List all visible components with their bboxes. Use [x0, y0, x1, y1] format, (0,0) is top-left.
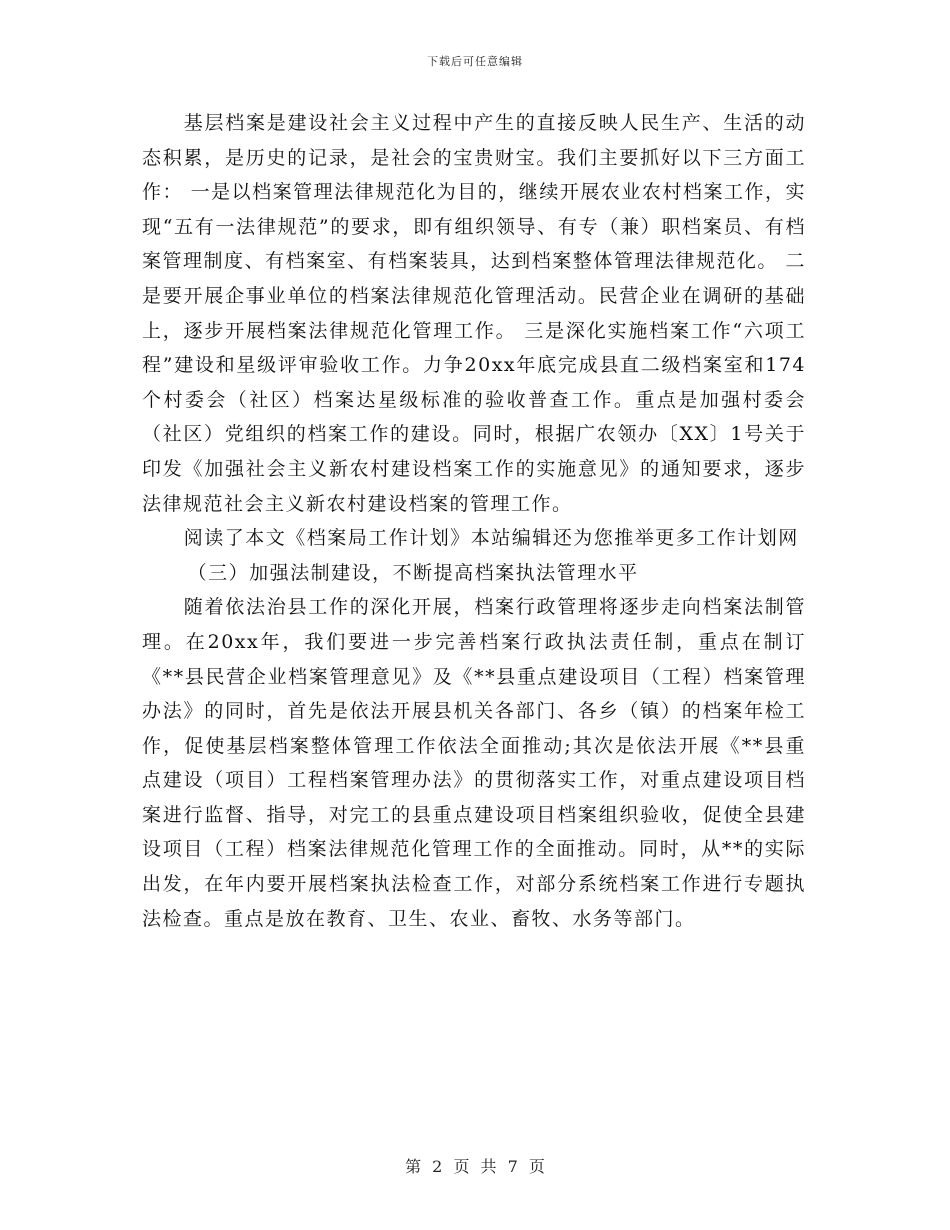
section-heading-legal-construction: （三）加强法制建设，不断提高档案执法管理水平 [187, 561, 639, 584]
page-header-note: 下载后可任意编辑 [427, 55, 523, 68]
page-number: 第 2 页 共 7 页 [405, 1157, 545, 1176]
paragraph-recommendation: 阅读了本文《档案局工作计划》本站编辑还为您推举更多工作计划网 [183, 527, 799, 550]
paragraph-legal-management: 随着依法治县工作的深化开展，档案行政管理将逐步走向档案法制管理。在20xx年，我们要进一步完善档案行政执法责任制，重点在制订《**县民营企业档案管理意见》及《**县重点建设项目（工程）档案管理办法》的同时，首先是依法开展县机关各部门、各乡（镇）的档案年检工作，促使基层档案整体管理工作依法全面推动;其次是依法开展《**县重点建设（项目）工程档案管理办法》的贯彻落实工作，对重点建设项目档案进行监督、指导，对完工的县重点建设项目档案组织验收，促使全县建设项目（工程）档案法律规范化管理工作的全面推动。同时，从**的实际出发，在年内要开展档案执法检查工作，对部分系统档案工作进行专题执法检查。重点是放在教育、卫生、农业、畜牧、水务等部门。 [142, 596, 806, 930]
paragraph-grassroots-archives: 基层档案是建设社会主义过程中产生的直接反映人民生产、生活的动态积累，是历史的记录，是社会的宝贵财宝。我们主要抓好以下三方面工作： 一是以档案管理法律规范化为目的，继续开展农业农村档案工作，实现“五有一法律规范”的要求，即有组织领导、有专（兼）职档案员、有档案管理制度、有档案室、有档案装具，达到档案整体管理法律规范化。 二是要开展企事业单位的档案法律规范化管理活动。民营企业在调研的基础上，逐步开展档案法律规范化管理工作。 三是深化实施档案工作“六项工程”建设和星级评审验收工作。力争20xx年底完成县直二级档案室和174个村委会（社区）档案达星级标准的验收普查工作。重点是加强村委会（社区）党组织的档案工作的建设。同时，根据广农领办〔XX〕1号关于印发《加强社会主义新农村建设档案工作的实施意见》的通知要求，逐步法律规范社会主义新农村建设档案的管理工作。 [142, 112, 806, 515]
document-body [142, 106, 806, 936]
